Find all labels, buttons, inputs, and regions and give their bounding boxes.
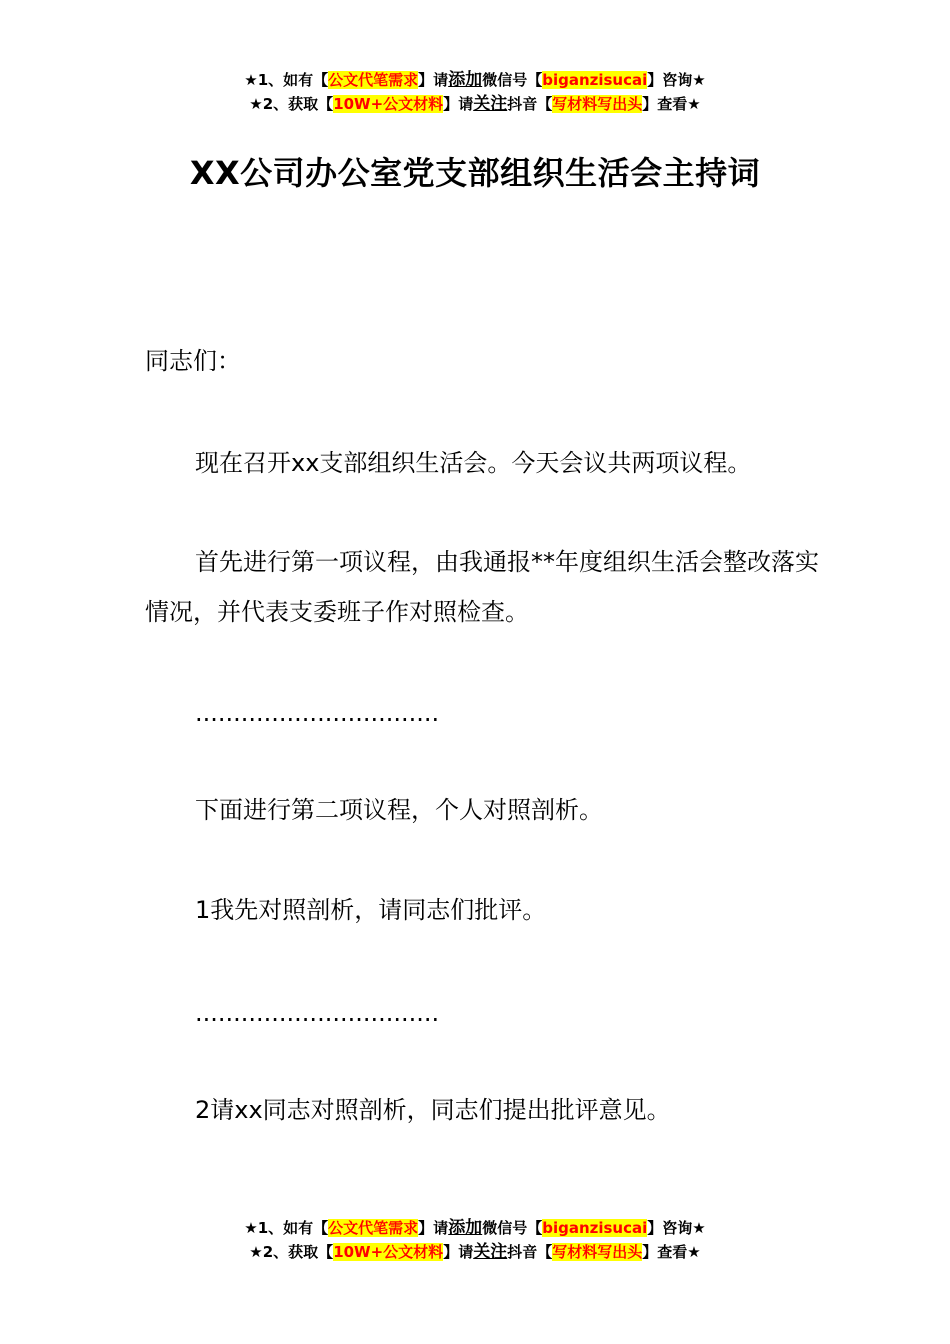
highlight-materials: 10W+公文材料: [333, 95, 444, 113]
highlight-wechat-id: biganzisucai: [542, 1219, 648, 1237]
highlight-douyin-account: 写材料写出头: [552, 1243, 643, 1261]
banner-line-2: ★2、获取【10W+公文材料】请关注抖音【写材料写出头】查看★: [249, 1242, 701, 1262]
highlight-service: 公文代笔需求: [328, 1219, 419, 1237]
document-title: XX公司办公室党支部组织生活会主持词: [189, 154, 761, 192]
footer-banner: [0, 1216, 950, 1264]
ellipsis-divider: ................................: [195, 699, 440, 727]
banner-line-2: ★2、获取【10W+公文材料】请关注抖音【写材料写出头】查看★: [249, 94, 701, 114]
underlined-add: 添加: [448, 70, 483, 90]
ellipsis-divider: ................................: [195, 999, 440, 1027]
banner-line-1: ★1、如有【公文代笔需求】请添加微信号【biganzisucai】咨询★: [244, 70, 706, 90]
highlight-service: 公文代笔需求: [328, 71, 419, 89]
paragraph-opening: 现在召开xx支部组织生活会。今天会议共两项议程。: [195, 449, 752, 477]
underlined-add: 添加: [448, 1218, 483, 1238]
paragraph-agenda-one: 首先进行第一项议程，由我通报**年度组织生活会整改落实情况，并代表支委班子作对照检查。: [145, 548, 819, 626]
underlined-follow: 关注: [473, 1242, 508, 1262]
highlight-wechat-id: biganzisucai: [542, 71, 648, 89]
underlined-follow: 关注: [473, 94, 508, 114]
banner-line-1: ★1、如有【公文代笔需求】请添加微信号【biganzisucai】咨询★: [244, 1218, 706, 1238]
paragraph-agenda-two: 下面进行第二项议程，个人对照剖析。: [195, 796, 603, 824]
salutation: 同志们：: [145, 347, 241, 375]
paragraph-item-one: 1我先对照剖析，请同志们批评。: [195, 896, 547, 924]
paragraph-item-two: 2请xx同志对照剖析，同志们提出批评意见。: [195, 1096, 671, 1124]
highlight-materials: 10W+公文材料: [333, 1243, 444, 1261]
header-banner: [0, 68, 950, 116]
highlight-douyin-account: 写材料写出头: [552, 95, 643, 113]
